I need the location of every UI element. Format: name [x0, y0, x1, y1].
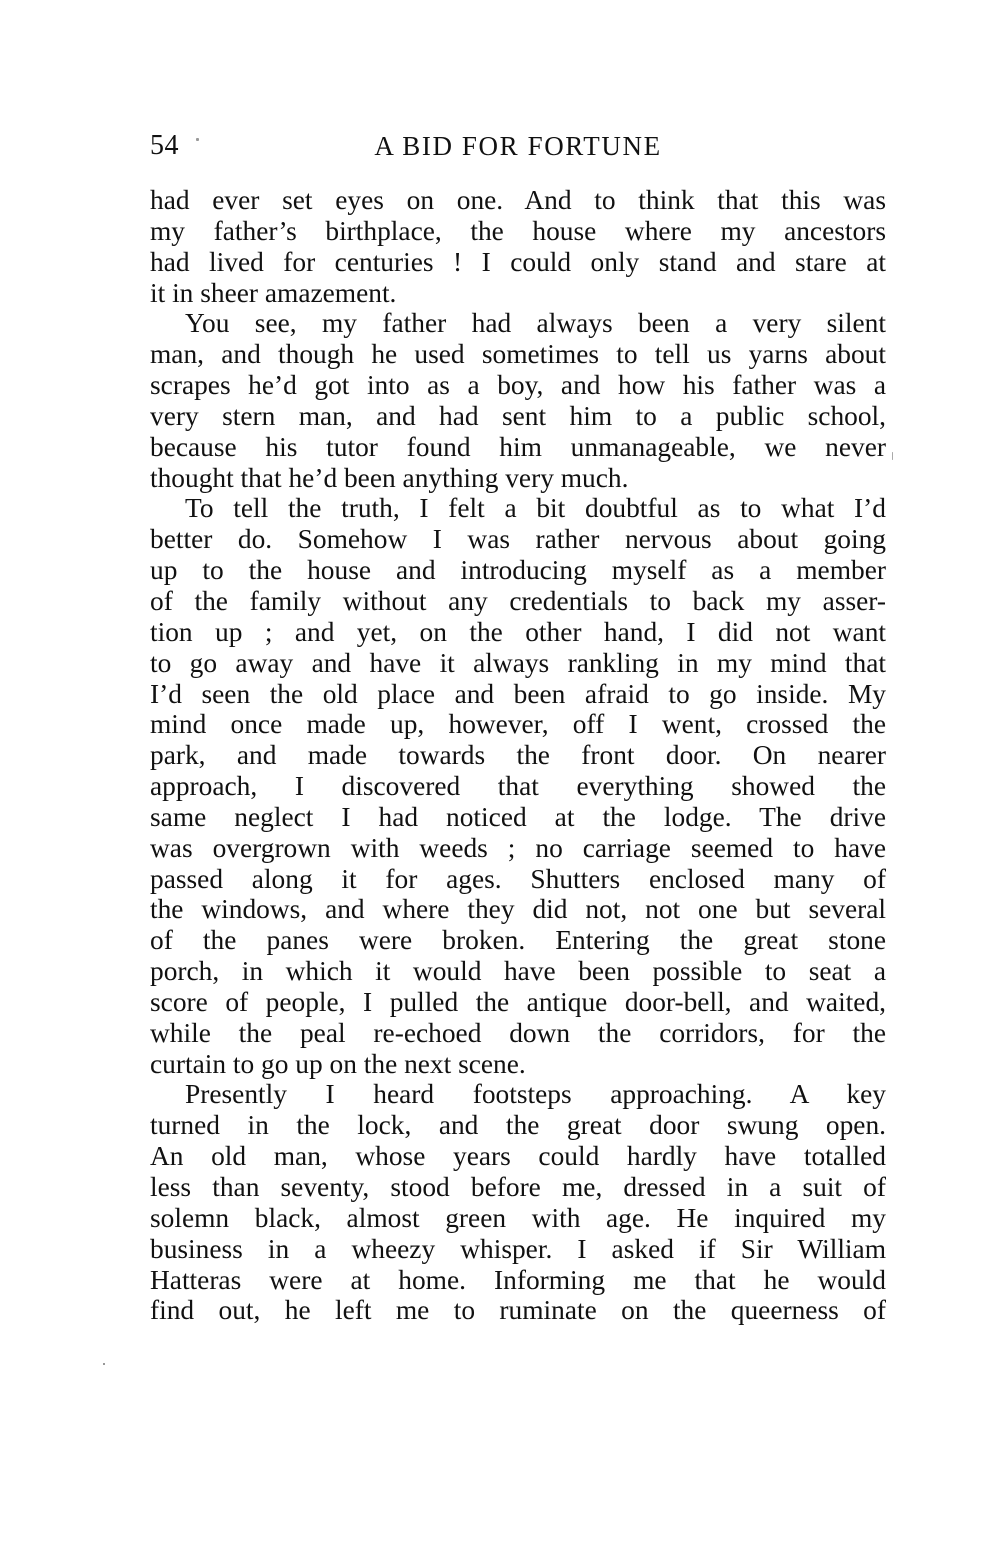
paragraph-start-line: Presently I heard footsteps approaching. A key: [185, 1079, 886, 1110]
text-line: Hatteras were at home. Informing me that he would: [150, 1264, 886, 1295]
running-title: A BID FOR FORTUNE: [374, 131, 662, 161]
scan-speck: [103, 1363, 105, 1365]
text-line: curtain to go up on the next scene.: [150, 1048, 526, 1079]
text-line: to go away and have it always rankling in my mind that: [150, 647, 886, 678]
scan-speck: [892, 452, 893, 460]
scan-speck: [196, 138, 199, 141]
body-text: [150, 185, 886, 1326]
paragraph-start-line: To tell the truth, I felt a bit doubtful as to what I’d: [185, 493, 886, 524]
text-line: man, and though he used sometimes to tell us yarns about: [150, 339, 886, 370]
text-line: find out, he left me to ruminate on the queerness of: [150, 1295, 886, 1326]
text-line: thought that he’d been anything very much.: [150, 462, 629, 493]
text-line: very stern man, and had sent him to a public school,: [150, 400, 886, 431]
text-line: passed along it for ages. Shutters enclosed many of: [150, 863, 886, 894]
text-line: turned in the lock, and the great door swung open.: [150, 1110, 886, 1141]
text-line: while the peal re-echoed down the corridors, for the: [150, 1017, 886, 1048]
text-line: less than seventy, stood before me, dressed in a suit of: [150, 1172, 886, 1202]
text-line: better do. Somehow I was rather nervous about going: [150, 524, 886, 555]
text-line: same neglect I had noticed at the lodge. The drive: [150, 801, 886, 832]
text-line: had ever set eyes on one. And to think that this was: [150, 185, 886, 215]
text-line: of the family without any credentials to back my asser-: [150, 585, 886, 616]
text-line: score of people, I pulled the antique door-bell, and waited,: [150, 986, 886, 1017]
text-line: was overgrown with weeds ; no carriage seemed to have: [150, 832, 886, 863]
text-line: tion up ; and yet, on the other hand, I did not want: [150, 616, 886, 647]
text-line: of the panes were broken. Entering the great stone: [150, 925, 886, 956]
paragraph-start-line: You see, my father had always been a very silent: [185, 308, 886, 339]
text-line: An old man, whose years could hardly have totalled: [150, 1141, 886, 1172]
text-line: park, and made towards the front door. On nearer: [150, 740, 886, 771]
text-line: approach, I discovered that everything showed the: [150, 771, 886, 802]
text-line: because his tutor found him unmanageable, we never: [150, 431, 886, 462]
text-line: solemn black, almost green with age. He inquired my: [150, 1202, 886, 1233]
page-number: 54: [150, 130, 179, 161]
text-line: mind once made up, however, off I went, crossed the: [150, 709, 886, 740]
text-line: it in sheer amazement.: [150, 277, 397, 308]
text-line: porch, in which it would have been possible to seat a: [150, 956, 886, 987]
text-line: I’d seen the old place and been afraid to go inside. My: [150, 678, 886, 709]
text-line: had lived for centuries ! I could only stand and stare at: [150, 246, 886, 277]
text-line: business in a wheezy whisper. I asked if Sir William: [150, 1233, 886, 1264]
text-line: the windows, and where they did not, not one but several: [150, 894, 886, 925]
text-line: up to the house and introducing myself as a member: [150, 555, 886, 586]
page-header: [150, 126, 886, 166]
text-line: my father’s birthplace, the house where my ancestors: [150, 215, 886, 246]
text-line: scrapes he’d got into as a boy, and how his father was a: [150, 370, 886, 401]
